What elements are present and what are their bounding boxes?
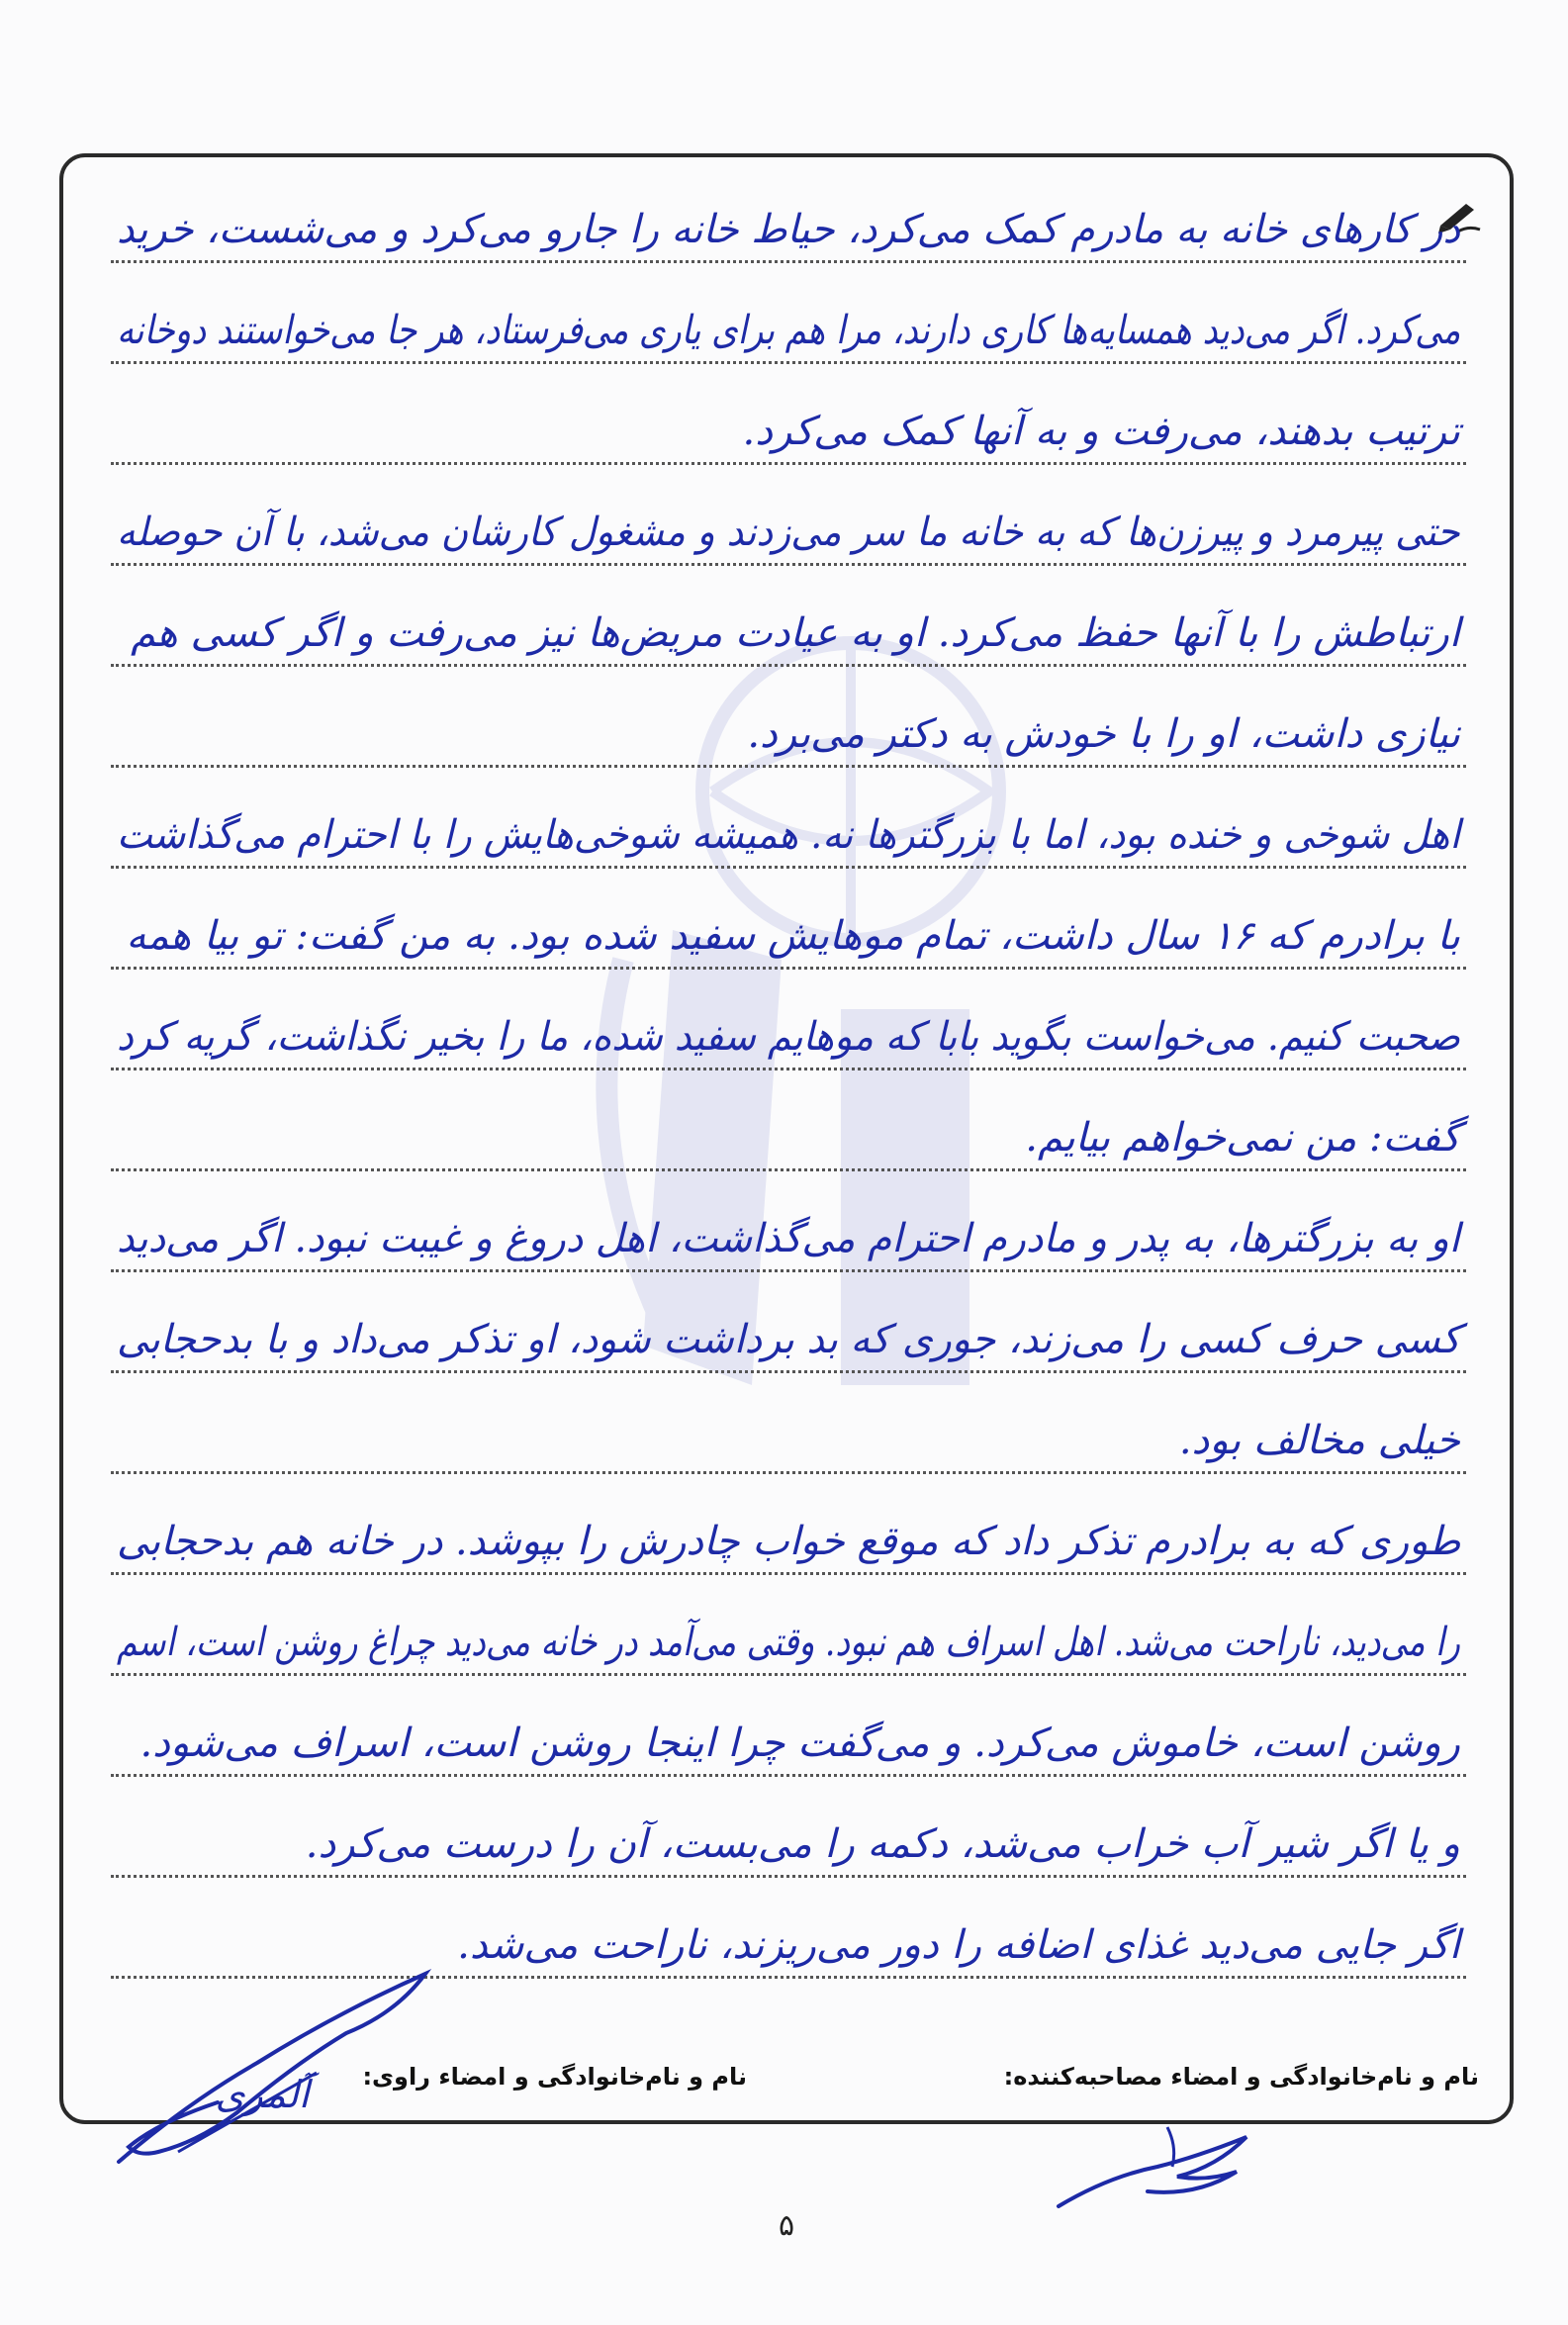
ruled-line: [111, 178, 1466, 263]
ruled-line: [111, 279, 1466, 364]
narrator-name: آلمری: [215, 2073, 310, 2116]
ruled-line: [111, 380, 1466, 465]
ruled-line: [111, 1389, 1466, 1474]
ruled-line: [111, 481, 1466, 566]
ruled-line: [111, 1591, 1466, 1676]
handwritten-text: با برادرم که ۱۶ سال داشت، تمام موهایش سفید شده بود. به من گفت: تو بیا همه: [126, 913, 1460, 959]
handwritten-text: اگر جایی می‌دید غذای اضافه را دور می‌ریزند، ناراحت می‌شد.: [457, 1922, 1460, 1968]
handwritten-text: روشن است، خاموش می‌کرد. و می‌گفت چرا اینجا روشن است، اسراف می‌شود.: [139, 1720, 1460, 1766]
handwritten-text: کسی حرف کسی را می‌زند، جوری که بد برداشت شود، او تذکر می‌داد و با بدحجابی: [116, 1317, 1460, 1362]
page-number: ۵: [778, 2208, 795, 2243]
narrator-signature-label: نام و نام‌خانوادگی و امضاء راوی:: [362, 2063, 747, 2091]
ruled-line: [111, 582, 1466, 667]
signature-footer: [59, 2063, 1509, 2102]
interviewer-signature-label: نام و نام‌خانوادگی و امضاء مصاحبه‌کننده:: [1003, 2063, 1479, 2091]
handwritten-lines: [111, 178, 1466, 2018]
ruled-line: [111, 1187, 1466, 1272]
handwritten-text: نیازی داشت، او را با خودش به دکتر می‌برد.: [747, 711, 1460, 757]
ruled-line: [111, 1086, 1466, 1171]
ruled-line: [111, 1490, 1466, 1575]
ruled-line: [111, 1692, 1466, 1777]
handwritten-text: ارتباطش را با آنها حفظ می‌کرد. او به عیادت مریض‌ها نیز می‌رفت و اگر کسی هم: [131, 610, 1460, 656]
handwritten-text: ترتیب بدهند، می‌رفت و به آنها کمک می‌کرد.: [742, 409, 1460, 454]
ruled-line: [111, 784, 1466, 869]
handwritten-text: حتی پیرمرد و پیرزن‌ها که به خانه ما سر می‌زدند و مشغول کارشان می‌شد، با آن حوصله: [117, 510, 1460, 555]
handwritten-text: می‌کرد. اگر می‌دید همسایه‌ها کاری دارند، مرا هم برای یاری می‌فرستاد، هر جا می‌خواستند دوخانه: [116, 308, 1460, 353]
handwritten-text: را می‌دید، ناراحت می‌شد. اهل اسراف هم نبود. وقتی می‌آمد در خانه می‌دید چراغ روشن است، اسم: [116, 1620, 1460, 1665]
handwritten-text: صحبت کنیم. می‌خواست بگوید بابا که موهایم سفید شده، ما را بخیر نگذاشت، گریه کرد: [117, 1014, 1460, 1060]
handwritten-text: او به بزرگترها، به پدر و مادرم احترام می‌گذاشت، اهل دروغ و غیبت نبود. اگر می‌دید: [117, 1216, 1460, 1261]
ruled-line: [111, 884, 1466, 970]
handwritten-text: خیلی مخالف بود.: [1178, 1418, 1460, 1463]
ruled-line: [111, 1894, 1466, 1979]
handwritten-text: گفت: من نمی‌خواهم بیایم.: [1025, 1115, 1460, 1161]
handwritten-text: طوری که به برادرم تذکر داد که موقع خواب چادرش را بپوشد. در خانه هم بدحجابی: [116, 1519, 1460, 1564]
ruled-line: [111, 985, 1466, 1070]
handwritten-text: در کارهای خانه به مادرم کمک می‌کرد، حیاط خانه را جارو می‌کرد و می‌شست، خرید: [117, 207, 1460, 252]
handwritten-text: اهل شوخی و خنده بود، اما با بزرگترها نه. همیشه شوخی‌هایش را با احترام می‌گذاشت: [116, 812, 1460, 858]
ruled-line: [111, 683, 1466, 768]
handwritten-text: و یا اگر شیر آب خراب می‌شد، دکمه را می‌بست، آن را درست می‌کرد.: [305, 1821, 1460, 1867]
ruled-line: [111, 1288, 1466, 1373]
ruled-line: [111, 1793, 1466, 1878]
